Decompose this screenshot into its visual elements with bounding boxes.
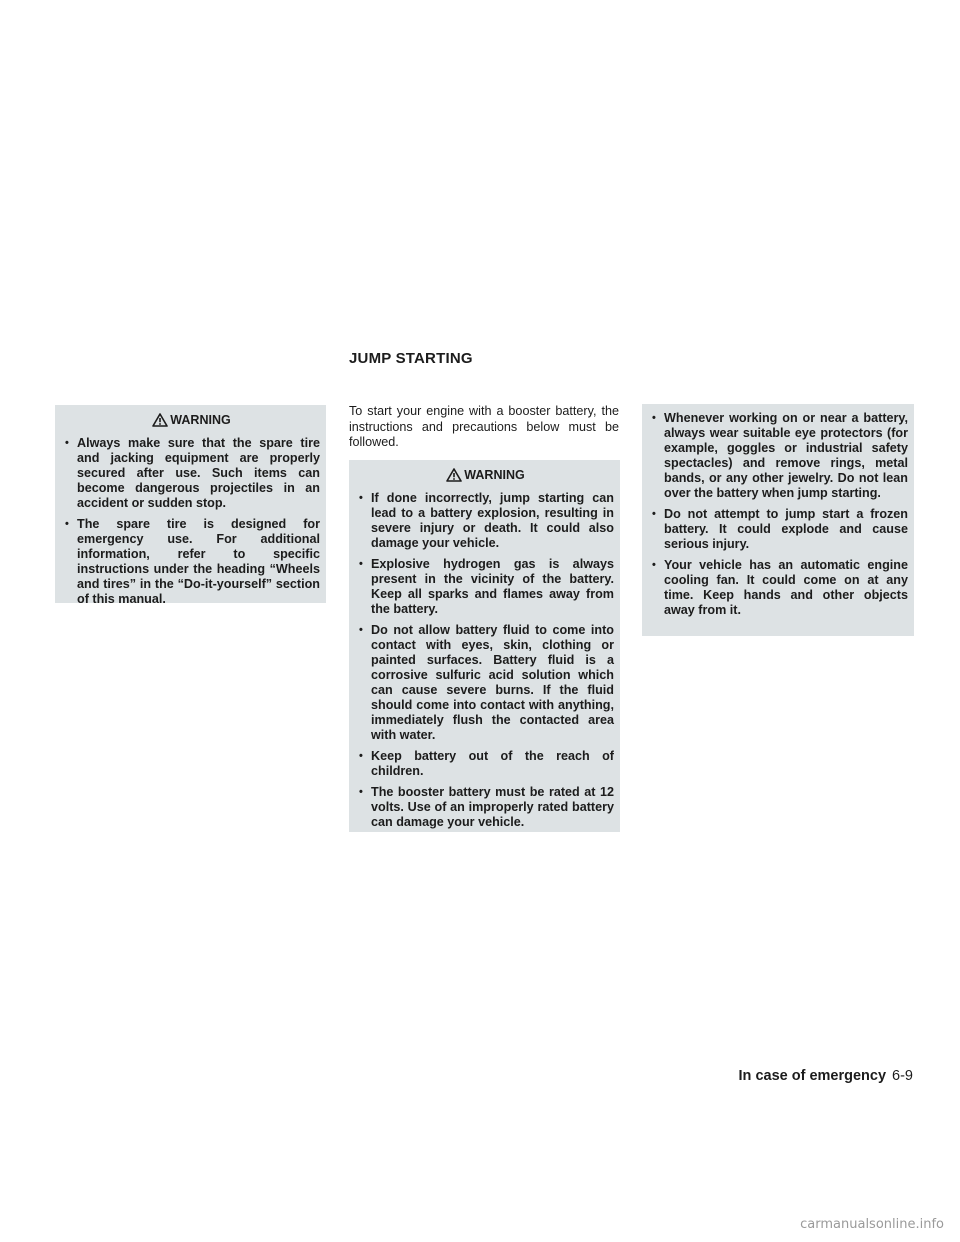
warning-item: • The spare tire is designed for emergency use. For additional information, refer to specific instructions under the heading “Wheels and tires” in the “Do-it-yourself” section of this manual. [63,517,320,607]
warning-title [63,413,320,427]
warning-item: • Keep battery out of the reach of children. [357,749,614,779]
warning-box-middle [349,460,620,832]
section-heading: JUMP STARTING [349,350,473,367]
warning-item: • Whenever working on or near a battery, always wear suitable eye protectors (for example, goggles or industrial safety spectacles) and remove rings, metal bands, or any other jewelry. Do not lean over the battery when jump starting. [650,411,908,501]
warning-item: • Explosive hydrogen gas is always present in the vicinity of the battery. Keep all sparks and flames away from the battery. [357,557,614,617]
warning-item: • If done incorrectly, jump starting can lead to a battery explosion, resulting in severe injury or death. It could also damage your vehicle. [357,491,614,551]
warning-item: • Your vehicle has an automatic engine cooling fan. It could come on at any time. Keep hands and other objects away from it. [650,558,908,618]
watermark: carmanualsonline.info [800,1217,944,1232]
warning-list [357,491,614,830]
chapter-title: In case of emergency [738,1068,887,1084]
warning-title-text: WARNING [170,413,231,427]
warning-box-left [55,405,326,606]
warning-list [63,436,320,607]
page-number: 6-9 [892,1068,913,1084]
warning-item: • Always make sure that the spare tire and jacking equipment are properly secured after use. Such items can become dangerous projectiles in an accident or sudden stop. [63,436,320,511]
warning-item: • Do not attempt to jump start a frozen battery. It could explode and cause serious injury. [650,507,908,552]
page-footer [739,1068,913,1084]
intro-paragraph: To start your engine with a booster battery, the instructions and precautions below must be followed. [349,404,619,449]
warning-title [357,468,614,482]
warning-list [650,411,908,618]
warning-item: • The booster battery must be rated at 12 volts. Use of an improperly rated battery can damage your vehicle. [357,785,614,830]
warning-item: • Do not allow battery fluid to come into contact with eyes, skin, clothing or painted surfaces. Battery fluid is a corrosive sulfuric acid solution which can cause severe burns. If the fluid should come into contact with anything, immediately flush the contacted area with water. [357,623,614,743]
warning-box-right [642,404,914,636]
warning-triangle-icon [446,468,462,482]
warning-title-text: WARNING [464,468,525,482]
warning-triangle-icon [152,413,168,427]
